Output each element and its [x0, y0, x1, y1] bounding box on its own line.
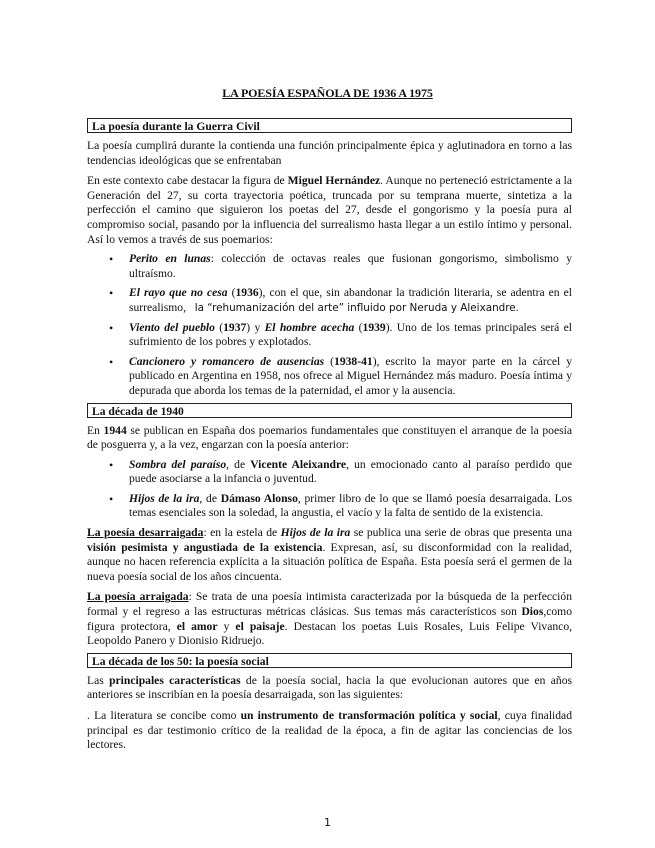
bullet-icon: • — [109, 457, 114, 472]
paragraph: La poesía cumplirá durante la contienda una función principalmente épica y aglutinadora en torno a las tendencias ideológicas que se enfrentaban — [87, 139, 572, 167]
paragraph: Las principales características de la poesía social, hacia la que evolucionan autores que en años anteriores se inscribían en la poesía desarraigada, son las siguientes: — [87, 673, 572, 702]
paragraph: La poesía arraigada: Se trata de una poesía intimista caracterizada por la búsqueda de la perfección formal y el regreso a las estructuras métricas clásicas. Sus temas más característicos son Dios,como figura protectora, el amor y el paisaje. Destacan los poetas Luis Rosales, Luis Felipe Vivanco, Leopoldo Panero y Dionisio Ridruejo. — [87, 590, 573, 648]
section-heading-decada-1940: La década de 1940 — [87, 403, 572, 418]
bullet-icon: • — [109, 491, 114, 506]
page-number: 1 — [324, 816, 331, 829]
bullet-icon: • — [109, 286, 114, 301]
bullet-icon: • — [109, 252, 114, 267]
list-item: • Perito en lunas: colección de octavas reales que fusionan gongorismo, simbolismo y ultraísmo. — [109, 252, 572, 280]
paragraph: . La literatura se concibe como un instrumento de transformación política y social, cuya finalidad principal es dar testimonio crítico de la realidad de la época, a fin de agitar las conciencias de los lectores. — [87, 709, 572, 752]
bullet-icon: • — [109, 320, 114, 335]
bullet-list — [87, 458, 572, 521]
paragraph: En este contexto cabe destacar la figura de Miguel Hernández. Aunque no perteneció estrictamente a la Generación del 27, su corta trayectoria poética, truncada por su temprana muerte, sintetiza a la perfección el camino que siguieron los poetas del 27, desde el gongorismo y la poesía pura al compromiso social, pasando por la influencia del surrealismo hasta llegar a un estilo íntimo y personal. Así lo vemos a través de sus poemarios: — [87, 174, 573, 246]
document-body — [87, 118, 572, 753]
list-item: • Sombra del paraíso, de Vicente Aleixandre, un emocionado canto al paraíso perdido que puede asociarse a la infancia o juventud. — [109, 457, 573, 486]
list-item: • El rayo que no cesa (1936), con el que, sin abandonar la tradición literaria, se adentra en el surrealismo, la “rehumanización del arte” influido por Neruda y Aleixandre. — [109, 286, 572, 314]
document-title: LA POESÍA ESPAÑOLA DE 1936 A 1975 — [222, 86, 433, 100]
list-item: • Cancionero y romancero de ausencias (1938-41), escrito la mayor parte en la cárcel y publicado en Argentina en 1958, nos ofrece al Miguel Hernández más maduro. Poesía íntima y depurada que aborda los temas de la paternidad, el amor y la ausencia. — [109, 354, 572, 397]
list-item: • Hijos de la ira, de Dámaso Alonso, primer libro de lo que se llamó poesía desarraigada. Los temas esenciales son la soledad, la angustia, el vacío y la falta de sentido de la existencia. — [109, 491, 572, 520]
bullet-icon: • — [109, 354, 114, 369]
section-heading-guerra-civil: La poesía durante la Guerra Civil — [87, 118, 572, 133]
paragraph: En 1944 se publican en España dos poemarios fundamentales que constituyen el arranque de la poesía de posguerra y, a la vez, engarzan con la poesía anterior: — [87, 423, 572, 452]
section-heading-decada-50: La década de los 50: la poesía social — [87, 653, 572, 668]
list-item: • Viento del pueblo (1937) y El hombre acecha (1939). Uno de los temas principales será el sufrimiento de los pobres y explotados. — [109, 320, 572, 349]
paragraph: La poesía desarraigada: en la estela de Hijos de la ira se publica una serie de obras que presenta una visión pesimista y angustiada de la existencia. Expresan, así, su disconformidad con la realidad, aunque no hacen referencia explícita a la situación política de España. Esta poesía será el germen de la nueva poesía social de los años cincuenta. — [87, 526, 573, 583]
bullet-list — [87, 252, 572, 398]
